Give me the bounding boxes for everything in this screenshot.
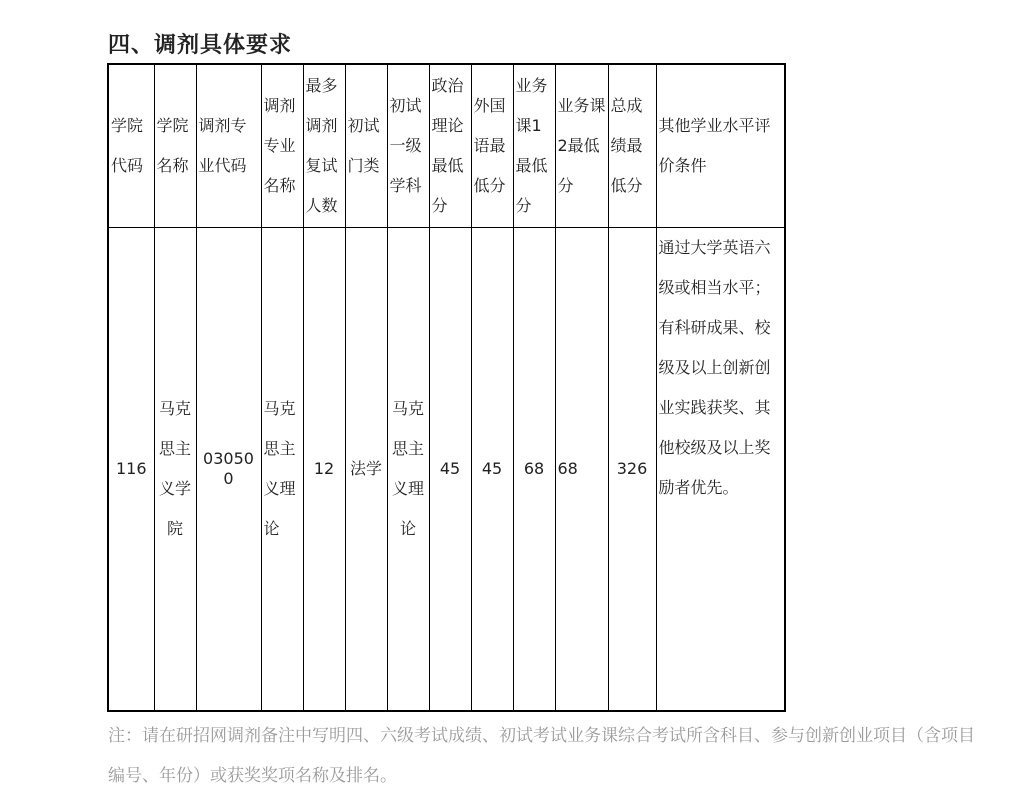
- header-course2-min: 业务课2最低分: [555, 64, 608, 228]
- cell-first-level-discipline: 马克思主义理论: [387, 228, 429, 712]
- header-major-code: 调剂专业代码: [196, 64, 261, 228]
- cell-college-code: 116: [108, 228, 154, 712]
- cell-politics-min: 45: [429, 228, 471, 712]
- cell-course1-min: 68: [513, 228, 555, 712]
- cell-college-name: 马克思主义学院: [154, 228, 196, 712]
- cell-total-min: 326: [608, 228, 656, 712]
- header-course1-min: 业务课1最低分: [513, 64, 555, 228]
- footnote: 注：请在研招网调剂备注中写明四、六级考试成绩、初试考试业务课综合考试所含科目、参与创新创业项目（含项目编号、年份）或获奖奖项名称及排名。: [108, 726, 975, 786]
- header-total-min: 总成绩最低分: [608, 64, 656, 228]
- header-max-retest: 最多调剂复试人数: [303, 64, 345, 228]
- cell-course2-min: 68: [555, 228, 608, 712]
- cell-major-name: 马克思主义理论: [261, 228, 303, 712]
- table-header-row: [108, 64, 785, 228]
- cell-foreign-language-min: 45: [471, 228, 513, 712]
- cell-exam-category: 法学: [345, 228, 387, 712]
- header-politics-min: 政治理论最低分: [429, 64, 471, 228]
- header-major-name: 调剂专业名称: [261, 64, 303, 228]
- header-other-conditions: 其他学业水平评价条件: [656, 64, 785, 228]
- header-college-code: 学院代码: [108, 64, 154, 228]
- header-first-level-discipline: 初试一级学科: [387, 64, 429, 228]
- cell-max-retest: 12: [303, 228, 345, 712]
- header-exam-category: 初试门类: [345, 64, 387, 228]
- header-foreign-language-min: 外国语最低分: [471, 64, 513, 228]
- cell-other-conditions: 通过大学英语六级或相当水平；有科研成果、校级及以上创新创业实践获奖、其他校级及以上奖励者优先。: [656, 228, 785, 712]
- cell-major-code: 030500: [196, 228, 261, 712]
- table-row: [108, 228, 785, 712]
- section-heading: 四、调剂具体要求: [108, 32, 293, 58]
- adjustment-requirements-table: [107, 63, 786, 712]
- header-college-name: 学院名称: [154, 64, 196, 228]
